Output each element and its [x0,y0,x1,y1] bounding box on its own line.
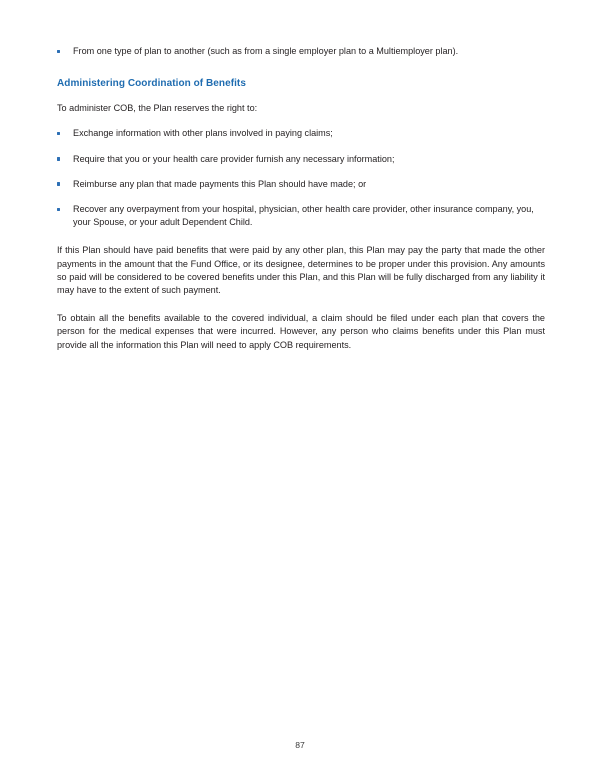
spacer [57,229,545,244]
list-item [57,203,545,229]
page-content [57,45,545,352]
body-paragraph: If this Plan should have paid benefits that were paid by any other plan, this Plan may pay the party that made the other payments in the amount that the Fund Office, or its designee, determines to be proper under this provision. Any amounts so paid will be considered to be covered benefits under this Plan, and this Plan will be fully discharged from any liability it may have to the extent of such payment. [57,245,545,296]
square-bullet-icon [57,157,60,160]
section-heading: Administering Coordination of Benefits [57,78,246,90]
body-paragraph: To obtain all the benefits available to the covered individual, a claim should be filed under each plan that covers the person for the medical expenses that were incurred. However, any person who claims benefits under this Plan must provide all the information this Plan will need to apply COB requirements. [57,313,545,350]
page-number: 87 [295,740,305,750]
list-item [57,45,545,58]
square-bullet-icon [57,208,60,211]
carryover-bullet-list [57,45,545,58]
list-item [57,127,545,140]
list-item-text: Exchange information with other plans involved in paying claims; [73,128,333,139]
list-item-text: From one type of plan to another (such as from a single employer plan to a Multiemployer plan). [73,46,459,56]
spacer [57,90,545,102]
spacer [57,58,545,77]
list-item-text: Reimburse any plan that made payments this Plan should have made; or [73,178,367,189]
spacer [57,297,545,312]
list-item [57,178,545,191]
intro-paragraph: To administer COB, the Plan reserves the right to: [57,103,258,114]
square-bullet-icon [57,182,60,185]
square-bullet-icon [57,132,60,135]
spacer [57,115,545,127]
cob-rights-bullet-list [57,127,545,229]
list-item-text: Require that you or your health care provider furnish any necessary information; [73,153,395,164]
square-bullet-icon [57,50,60,53]
list-item [57,153,545,166]
list-item-text: Recover any overpayment from your hospital, physician, other health care provider, other insurance company, you, your Spouse, or your adult Dependent Child. [73,204,534,228]
